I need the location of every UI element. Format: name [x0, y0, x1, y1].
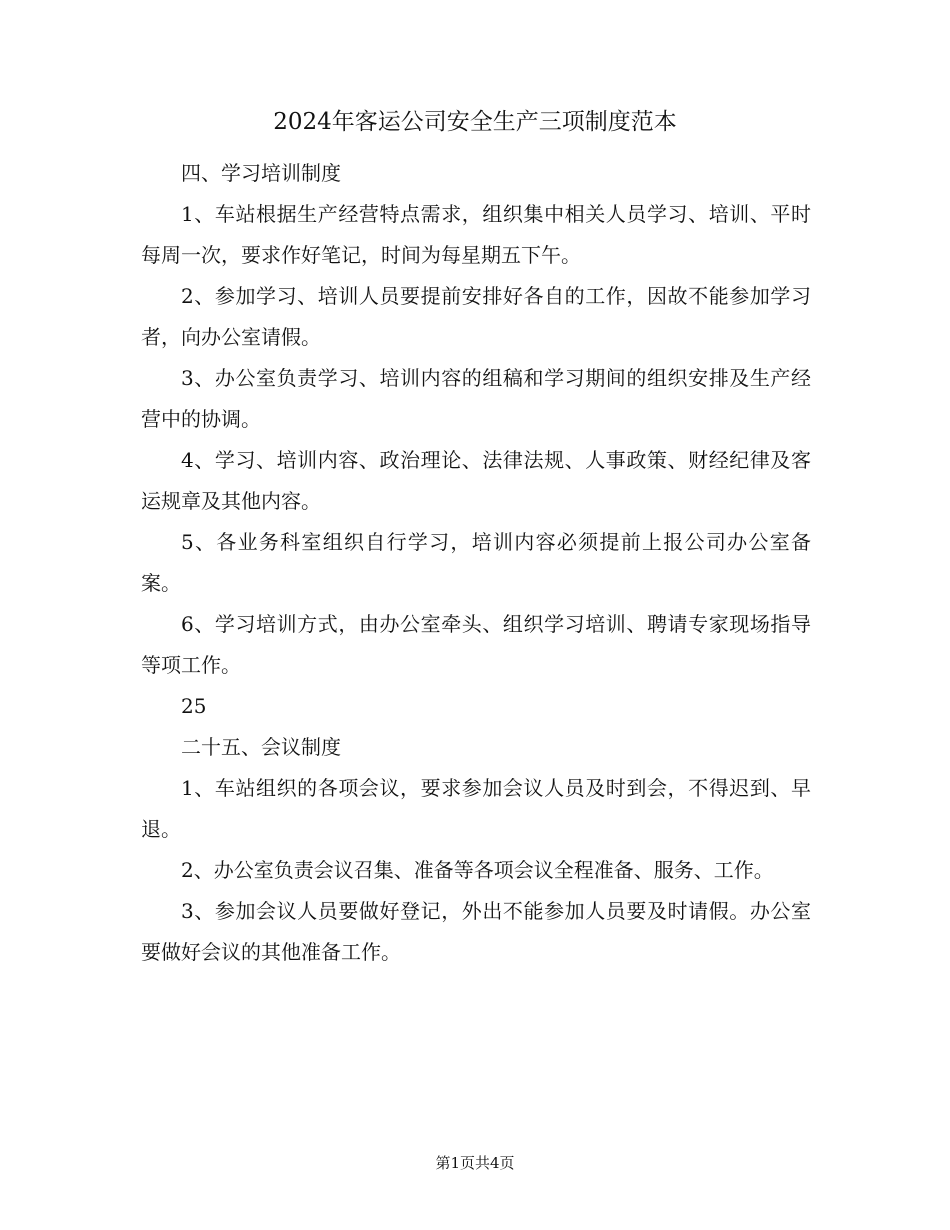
paragraph: 4、学习、培训内容、政治理论、法律法规、人事政策、财经纪律及客运规章及其他内容。 [141, 448, 811, 513]
paragraph: 1、车站根据生产经营特点需求，组织集中相关人员学习、培训、平时每周一次，要求作好笔记，时间为每星期五下午。 [141, 202, 811, 267]
section-heading-meeting: 二十五、会议制度 [181, 735, 341, 759]
paragraph: 3、办公室负责学习、培训内容的组稿和学习期间的组织安排及生产经营中的协调。 [141, 366, 811, 431]
paragraph: 5、各业务科室组织自行学习，培训内容必须提前上报公司办公室备案。 [141, 530, 811, 595]
paragraph: 2、参加学习、培训人员要提前安排好各自的工作，因故不能参加学习者，向办公室请假。 [141, 284, 811, 349]
paragraph: 3、参加会议人员要做好登记，外出不能参加人员要及时请假。办公室要做好会议的其他准备工作。 [141, 899, 811, 964]
section-number: 25 [181, 694, 207, 718]
page-footer: 第1页共4页 [435, 1154, 515, 1172]
section-heading-study-training: 四、学习培训制度 [181, 161, 341, 185]
document-title: 2024年客运公司安全生产三项制度范本 [273, 109, 677, 135]
paragraph: 6、学习培训方式，由办公室牵头、组织学习培训、聘请专家现场指导等项工作。 [141, 612, 811, 677]
document-body [141, 153, 811, 973]
paragraph: 1、车站组织的各项会议，要求参加会议人员及时到会，不得迟到、早退。 [141, 776, 811, 841]
paragraph: 2、办公室负责会议召集、准备等各项会议全程准备、服务、工作。 [181, 858, 774, 882]
